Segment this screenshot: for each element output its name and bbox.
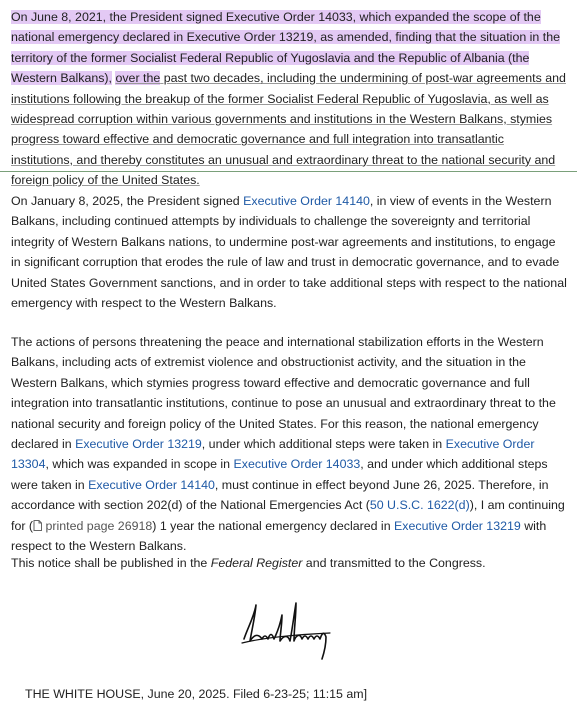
footer-filing-line: THE WHITE HOUSE, June 20, 2025. Filed 6-23-25; 11:15 am] <box>25 687 368 701</box>
text: with respect to the Western Balkans. <box>11 518 547 554</box>
text: , in view of events in the Western Balkans, including continued attempts by individuals to challenge the sovereignty and territorial integrity of Western Balkans nations, to undermine post-war agreements and institutions, to engage in significant corruption that erodes the rule of law and trust in democratic governance, and to evade United States Government sanctions, and in order to take additional steps with respect to the national emergency with respect to the Western Balkans. <box>11 194 567 311</box>
paragraph-4 <box>11 553 567 573</box>
underlined-text: past two decades, including the undermining of post-war agreements and institutions following the breakup of the former Socialist Federal Republic of Yugoslavia, as well as widespread corruption within various governments and institutions in the Western Balkans, stymies progress toward effective and democratic governance and full integration into transatlantic institutions, and thereby constitutes an unusual and extraordinary threat to the national security and foreign policy of the United States. <box>11 71 566 188</box>
text: , which was expanded in scope in <box>45 457 234 472</box>
eo-14140-link[interactable]: Executive Order 14140 <box>243 194 370 208</box>
text: and transmitted to the Congress. <box>302 556 486 570</box>
text: , must continue in effect beyond June 26, 2025. Therefore, in accordance with section 202(d) of the National Emergencies Act ( <box>11 477 549 513</box>
eo-13304-link[interactable]: Executive Order 13304 <box>11 437 535 472</box>
text: ), I am continuing for ( <box>11 498 565 533</box>
text: , and under which additional steps were taken in <box>11 457 548 492</box>
text: This notice shall be published in the <box>11 556 211 570</box>
paragraph-1 <box>11 7 567 191</box>
page-icon <box>33 520 42 531</box>
section-divider <box>0 171 577 172</box>
printed-page-marker[interactable] <box>33 519 152 533</box>
text: , under which additional steps were taken in <box>201 437 446 452</box>
printed-page-label: printed page 26918 <box>42 518 153 533</box>
text: ) 1 year the national emergency declared in <box>152 518 395 533</box>
text: On January 8, 2025, the President signed <box>11 194 244 208</box>
highlighted-text: On June 8, 2021, the President signed Executive Order 14033, which expanded the scope of the national emergency declared in Executive Order 13219, as amended, finding that the situation in the territory of the former Socialist Federal Republic of Yugoslavia and the Republic of Albania (the Western Balkans), <box>11 10 560 86</box>
eo-13219-link[interactable]: Executive Order 13219 <box>394 518 521 533</box>
eo-14140-link[interactable]: Executive Order 14140 <box>88 477 215 492</box>
highlighted-underlined-text: over the <box>115 71 161 86</box>
paragraph-2 <box>11 191 567 313</box>
signature-icon <box>238 595 338 661</box>
federal-register-text: Federal Register <box>210 556 303 570</box>
text: The actions of persons threatening the peace and international stabilization efforts in the Western Balkans, including acts of extremist violence and obstructionist activity, and the situation in the Western Balkans, which stymies progress toward effective and democratic governance and full integration into transatlantic institutions, continue to pose an unusual and extraordinary threat to the national security and foreign policy of the United States. For this reason, the national emergency declared in <box>11 335 556 452</box>
paragraph-3 <box>11 332 567 556</box>
eo-14033-link[interactable]: Executive Order 14033 <box>233 457 361 472</box>
usc-link[interactable]: 50 U.S.C. 1622(d) <box>369 498 470 513</box>
eo-13219-link[interactable]: Executive Order 13219 <box>75 437 202 452</box>
